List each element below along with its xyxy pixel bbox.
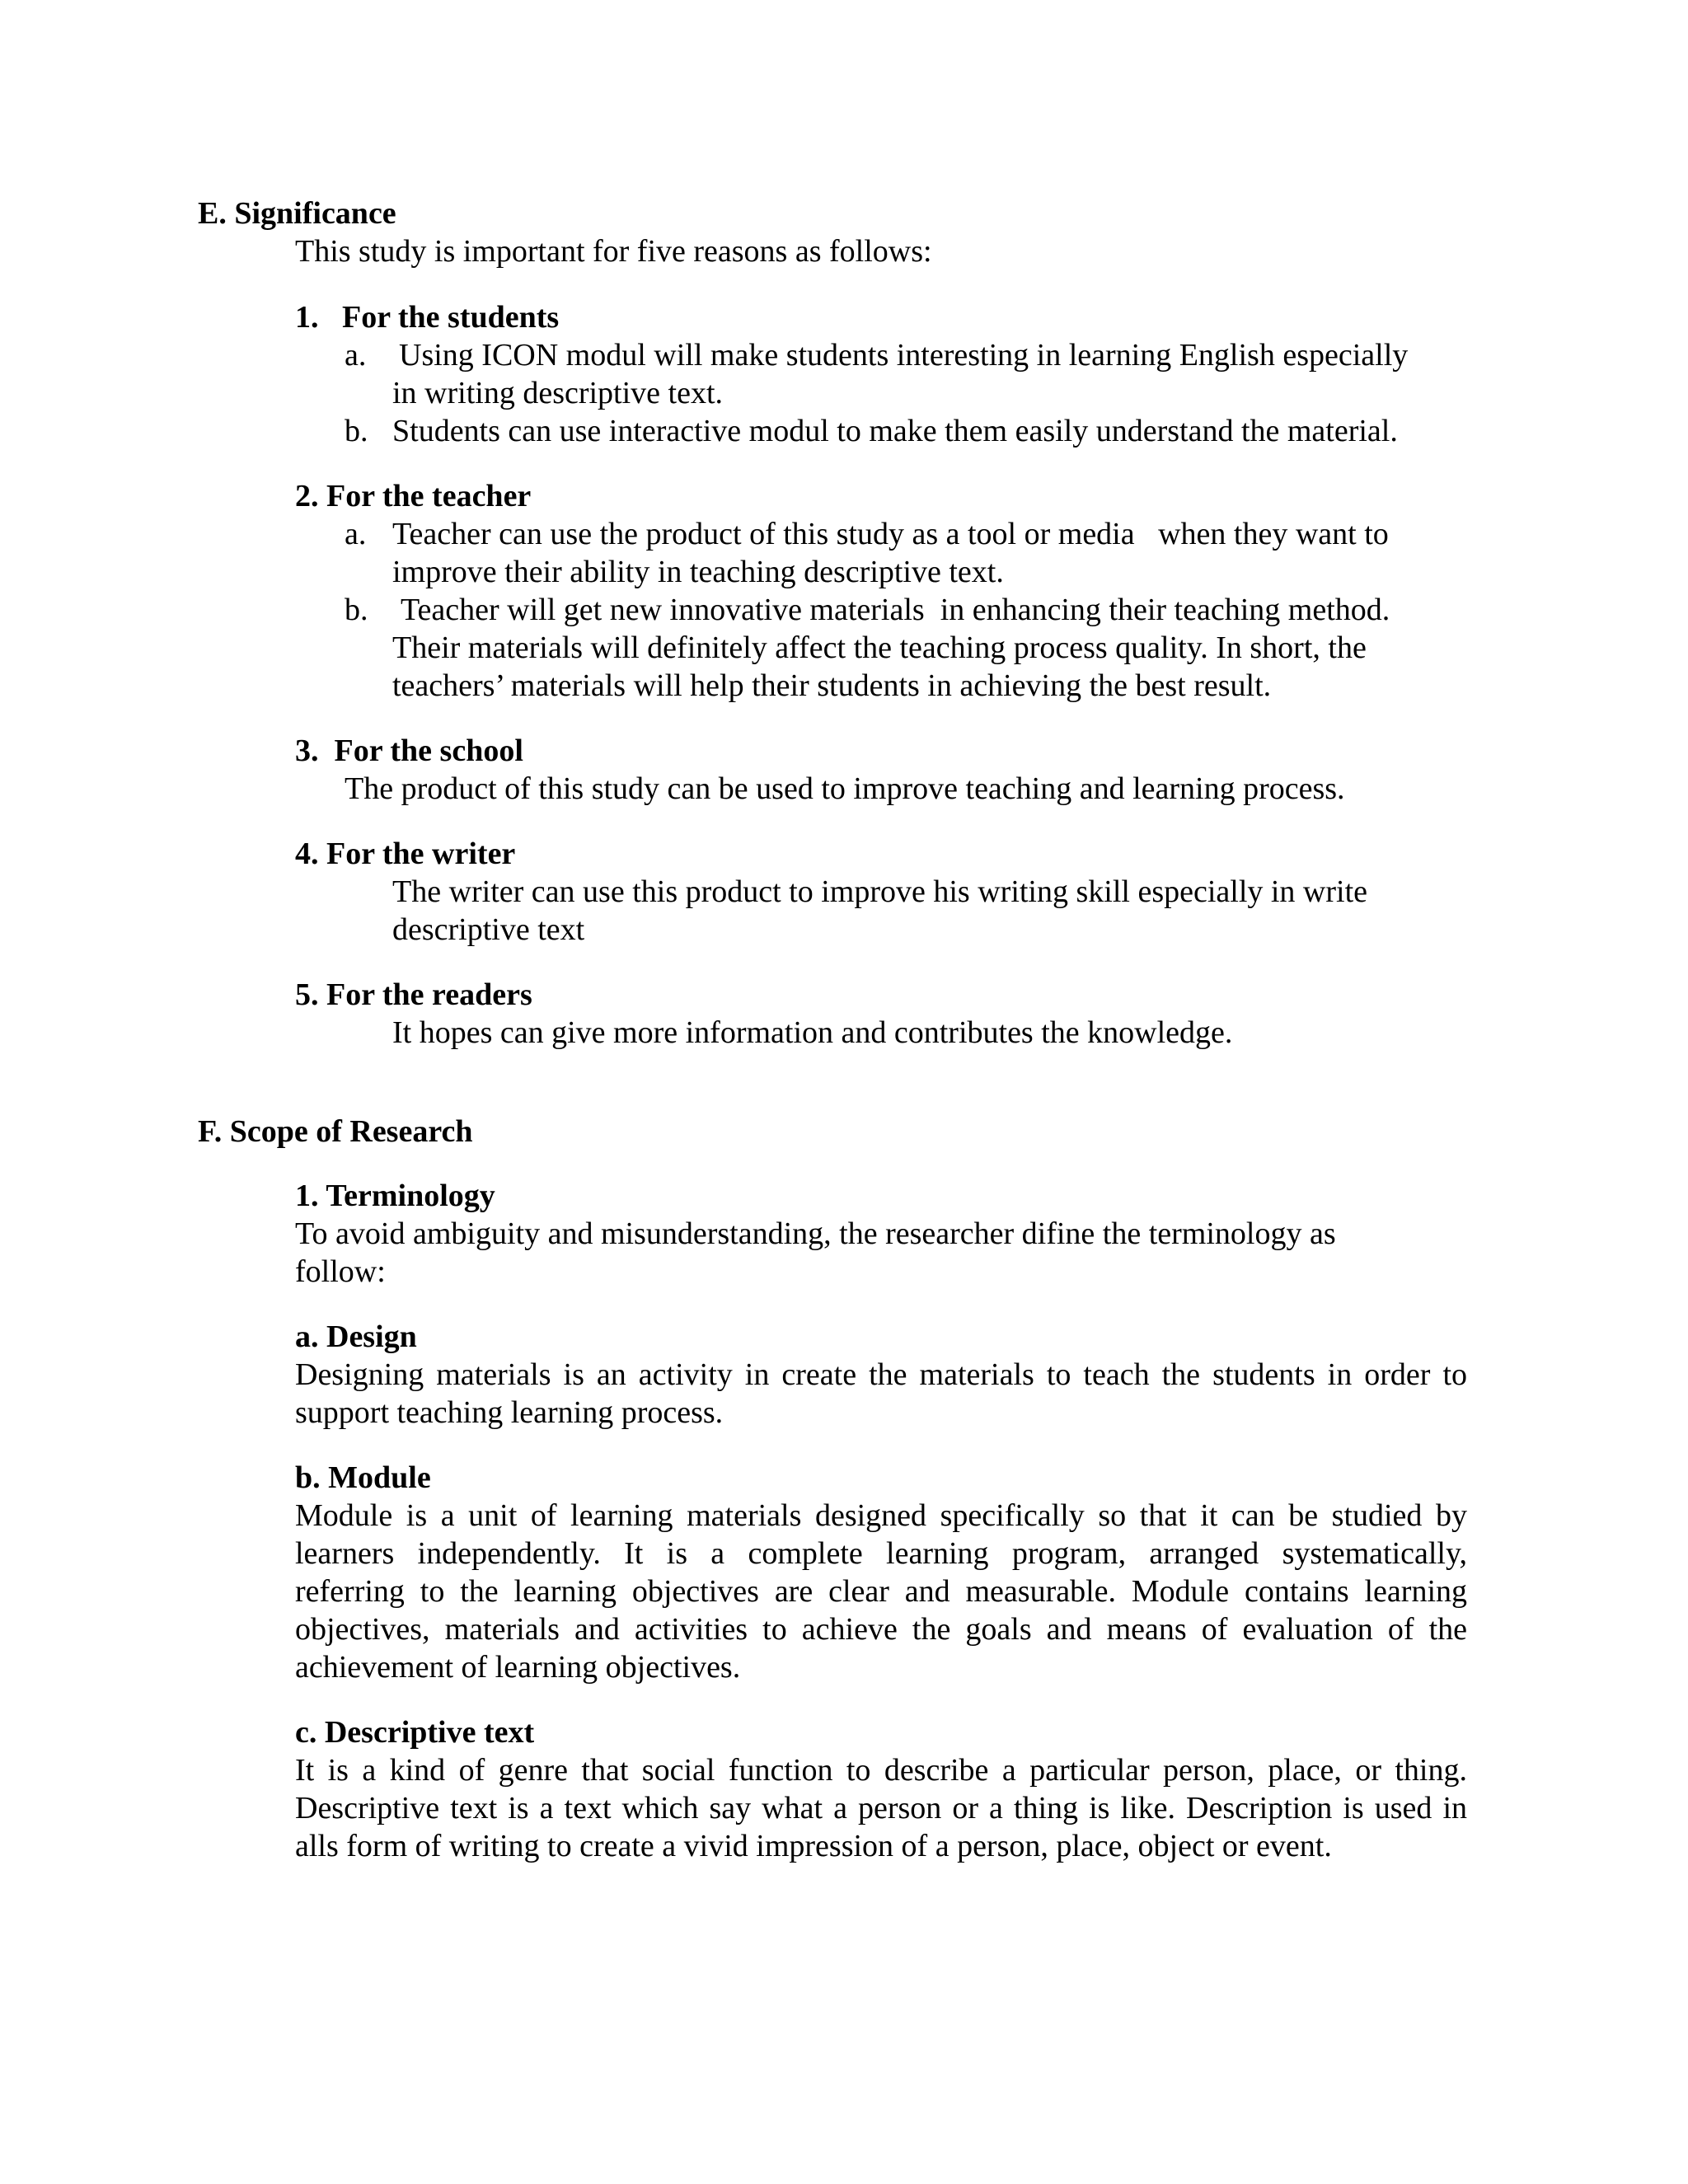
terminology-text-line: To avoid ambiguity and misunderstanding, the researcher difine the terminology as [295,1216,1336,1251]
students-item-b-line: Students can use interactive modul to make them easily understand the material. [392,414,1398,448]
teacher-item-a-line: Teacher can use the product of this study as a tool or media when they want to [392,517,1389,551]
readers-text-line: It hopes can give more information and contributes the knowledge. [392,1015,1233,1050]
terminology-text-line: follow: [295,1254,386,1289]
teacher-item-b-line: Teacher will get new innovative materials in enhancing their teaching method. [401,593,1390,627]
students-item-a-line: in writing descriptive text. [392,376,724,410]
list-marker: b. [345,414,368,448]
subheading-school: 3. For the school [295,733,523,768]
term-heading-design: a. Design [295,1319,417,1354]
teacher-item-b-line: Their materials will definitely affect the teaching process quality. In short, the [392,630,1367,665]
design-text-line: Designing materials is an activity in create the materials to teach the students in order to [295,1357,1467,1392]
school-text-line: The product of this study can be used to improve teaching and learning process. [345,771,1345,806]
list-marker: a. [345,517,367,551]
list-marker: a. [345,338,367,373]
writer-text-line: descriptive text [392,912,585,947]
subheading-students: 1. For the students [295,300,560,335]
term-heading-module: b. Module [295,1460,431,1495]
module-text-line: referring to the learning objectives are clear and measurable. Module contains learning [295,1574,1467,1609]
subheading-teacher: 2. For the teacher [295,479,532,513]
subheading-readers: 5. For the readers [295,977,532,1012]
module-text-line: Module is a unit of learning materials designed specifically so that it can be studied by [295,1498,1467,1533]
module-text-line: achievement of learning objectives. [295,1650,741,1685]
section-heading-significance: E. Significance [198,196,396,231]
module-text-line: objectives, materials and activities to achieve the goals and means of evaluation of the [295,1612,1467,1647]
descriptive-text-line: Descriptive text is a text which say what a person or a thing is like. Description is used in [295,1791,1467,1825]
term-heading-descriptive-text: c. Descriptive text [295,1715,535,1750]
module-text-line: learners independently. It is a complete learning program, arranged systematically, [295,1536,1467,1571]
teacher-item-b-line: teachers’ materials will help their students in achieving the best result. [392,668,1272,703]
section-heading-scope: F. Scope of Research [198,1114,473,1149]
teacher-item-a-line: improve their ability in teaching descriptive text. [392,555,1004,589]
students-item-a-line: Using ICON modul will make students interesting in learning English especially [399,338,1409,373]
writer-text-line: The writer can use this product to improve his writing skill especially in write [392,874,1368,909]
subheading-writer: 4. For the writer [295,837,516,871]
descriptive-text-line: alls form of writing to create a vivid impression of a person, place, object or event. [295,1829,1332,1863]
design-text-line: support teaching learning process. [295,1395,724,1430]
significance-intro: This study is important for five reasons as follows: [295,234,932,269]
list-marker: b. [345,593,368,627]
descriptive-text-line: It is a kind of genre that social function to describe a particular person, place, or thing. [295,1753,1467,1788]
subheading-terminology: 1. Terminology [295,1179,495,1213]
